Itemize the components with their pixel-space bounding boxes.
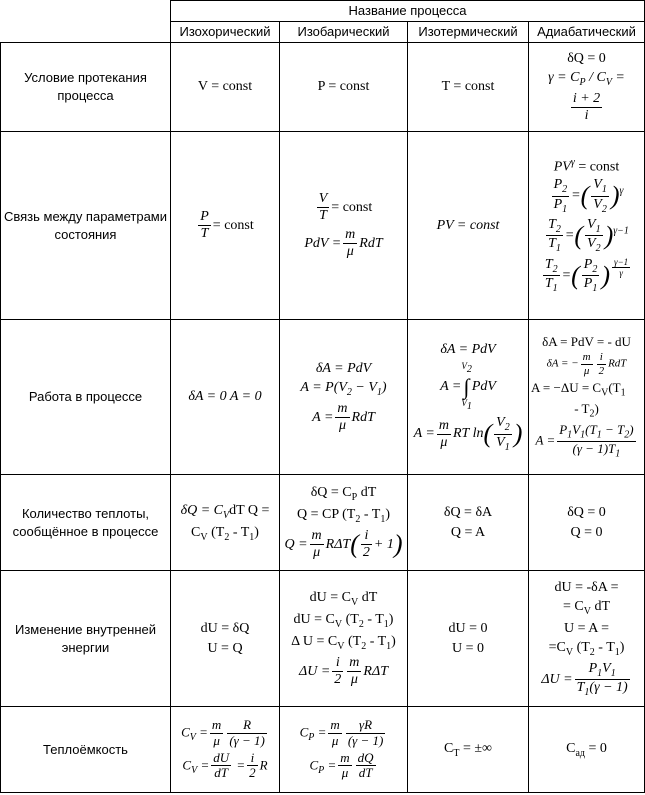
- row-label-work: Работа в процессе: [1, 320, 171, 475]
- formula: δA = PdV: [315, 360, 372, 376]
- table-row-work: [1, 320, 645, 475]
- row-label-heat: Количество теплоты, сообщённое в процессе: [1, 475, 171, 571]
- formula: A = $\frac{m}{\mu}$ RdT: [312, 400, 375, 434]
- formula: δA = PdV: [440, 341, 496, 357]
- cell-r6-adiabatic: [529, 707, 645, 793]
- cell-r2-adiabatic: [529, 132, 645, 320]
- corner-cell: [1, 1, 171, 43]
- cell-r3-adiabatic: [529, 320, 645, 475]
- cell-r6-isothermal: [408, 707, 529, 793]
- formula: ΔU = $\frac{P_1V_1}{T_1(\gamma - 1)}$: [541, 660, 628, 698]
- cell-r6-isobaric: [280, 707, 408, 793]
- cell-r5-isobaric: [280, 571, 408, 707]
- formula: δA = − $\frac{m}{\mu}$ $\frac{i}{2}$ RdT: [546, 351, 627, 378]
- cell-r4-adiabatic: [529, 475, 645, 571]
- formula: $\delta Q = C_VdT$ Q =: [180, 502, 270, 521]
- formula: U = A =: [564, 620, 609, 636]
- formula: A = $V_2$ ∫ $V_1$ PdV: [440, 361, 496, 412]
- formula: $C_P$ = $\frac{m}{\mu}$ $\frac{dQ}{dT}$: [309, 749, 374, 781]
- formula: $\frac{P}{T}$ = const: [200, 208, 254, 241]
- formula: δQ = 0: [567, 505, 606, 521]
- formula: Δ $U = C_V$ $(T_2 - T_1)$: [291, 633, 396, 652]
- cell-r3-isochoric: δA = 0 A = 0: [171, 320, 280, 475]
- formula: Q = $\frac{m}{\mu}$ RΔT( $\frac{i}{2}$ + 1): [284, 527, 403, 560]
- formula: dU = $C_V$ dT: [309, 589, 378, 608]
- formula: = $C_V$ dT: [563, 598, 611, 617]
- formula: Q = 0: [570, 524, 603, 540]
- formula: A = $\frac{P_1V_1(T_1 - T_2)}{(\gamma - 1)T_1}$: [535, 422, 634, 460]
- cell-r1-isobaric: P = const: [280, 43, 408, 132]
- formula: $\frac{i + 2}{i}$: [572, 90, 601, 124]
- formula: ΔU = $\frac{i}{2}$ $\frac{m}{\mu}$ RΔT: [299, 654, 388, 687]
- col-adiabatic: Адиабатический: [529, 22, 645, 43]
- cell-r5-isochoric: [171, 571, 280, 707]
- formula: PdV = $\frac{m}{\mu}$ RdT: [304, 226, 383, 259]
- formula: $C_P$ = $\frac{m}{\mu}$ $\frac{\gamma R}{(\gamma - 1)}$: [299, 716, 384, 748]
- formula: U = Q: [207, 640, 243, 656]
- formula: $C_T$ = ±∞: [443, 740, 492, 759]
- col-isochoric: Изохорический: [171, 22, 280, 43]
- formula: $=C_V$ $(T_2 - T_1)$: [548, 639, 625, 658]
- formula: δQ = δA: [443, 505, 493, 521]
- cell-r6-isochoric: [171, 707, 280, 793]
- table-row-heat: [1, 475, 645, 571]
- cell-r4-isobaric: [280, 475, 408, 571]
- formula: $PV^\gamma$ = const: [553, 156, 620, 175]
- table-row-state-relation: [1, 132, 645, 320]
- formula: dU = -δA =: [554, 579, 619, 595]
- formula: $C_V$ = $\frac{m}{\mu}$ $\frac{R}{(\gamma - 1)}$: [181, 716, 265, 748]
- row-label-heat-capacity: Теплоёмкость: [1, 707, 171, 793]
- cell-r1-isochoric: V = const: [171, 43, 280, 132]
- process-name-header: Название процесса: [171, 1, 645, 22]
- row-label-internal-energy: Изменение внутренней энергии: [1, 571, 171, 707]
- cell-r4-isothermal: [408, 475, 529, 571]
- formula: $C_V$ $(T_2 - T_1)$: [191, 524, 259, 543]
- formula: $A = -\Delta U = C_V(T_1$: [531, 379, 626, 399]
- formula: Q = A: [450, 524, 486, 540]
- cell-r3-isothermal: [408, 320, 529, 475]
- formula: $C_{ад} = 0$: [566, 740, 607, 759]
- formula: δQ = 0: [567, 50, 606, 66]
- table-row-heat-capacity: [1, 707, 645, 793]
- cell-r2-isobaric: [280, 132, 408, 320]
- formula: $\frac{P_2}{P_1}$ =( $\frac{V_1}{V_2}$ )$^\gamma$: [553, 177, 624, 215]
- cell-r1-adiabatic: [529, 43, 645, 132]
- cell-r3-isobaric: [280, 320, 408, 475]
- formula: $\frac{V}{T}$ = const: [318, 191, 373, 224]
- formula: U = 0: [451, 640, 484, 656]
- formula: Q = CP $(T_2 - T_1)$: [297, 506, 390, 525]
- formula: dU = 0: [448, 621, 488, 637]
- formula: $A = P(V_2 - V_1)$: [300, 379, 387, 398]
- cell-r1-isothermal: T = const: [408, 43, 529, 132]
- formula: $\frac{T_2}{T_1}$ =( $\frac{P_2}{P_1}$ ) $^{\frac{\gamma-1}{\gamma}}$: [544, 256, 629, 294]
- cell-r5-isothermal: [408, 571, 529, 707]
- table-row-condition: [1, 43, 645, 132]
- table-row-internal-energy: [1, 571, 645, 707]
- formula: dU = δQ: [200, 621, 250, 637]
- formula: $\frac{T_2}{T_1}$ =( $\frac{V_1}{V_2}$ )$^{\gamma-1}$: [548, 217, 629, 255]
- formula: A = $\frac{m}{\mu}$ RT ln( $\frac{V_2}{V_1}$ ): [413, 415, 523, 453]
- cell-r2-isochoric: [171, 132, 280, 320]
- col-isobaric: Изобарический: [280, 22, 408, 43]
- cell-r4-isochoric: [171, 475, 280, 571]
- col-isothermal: Изотермический: [408, 22, 529, 43]
- formula: - $T_2$): [574, 401, 599, 421]
- formula: $C_V$ = $\frac{dU}{dT}$ = $\frac{i}{2}$ R: [182, 749, 268, 781]
- header-row-group: [1, 1, 645, 22]
- formula: $\delta Q = C_P$ dT: [310, 484, 377, 503]
- row-label-state-relation: Связь между параметрами состояния: [1, 132, 171, 320]
- cell-r5-adiabatic: [529, 571, 645, 707]
- cell-r2-isothermal: PV = const: [408, 132, 529, 320]
- row-label-condition: Условие протекания процесса: [1, 43, 171, 132]
- formula: $\gamma = C_P / C_V$ =: [548, 69, 625, 88]
- formula: dU = $C_V$ $(T_2 - T_1)$: [293, 611, 394, 630]
- formula: δA = PdV = - dU: [542, 333, 631, 349]
